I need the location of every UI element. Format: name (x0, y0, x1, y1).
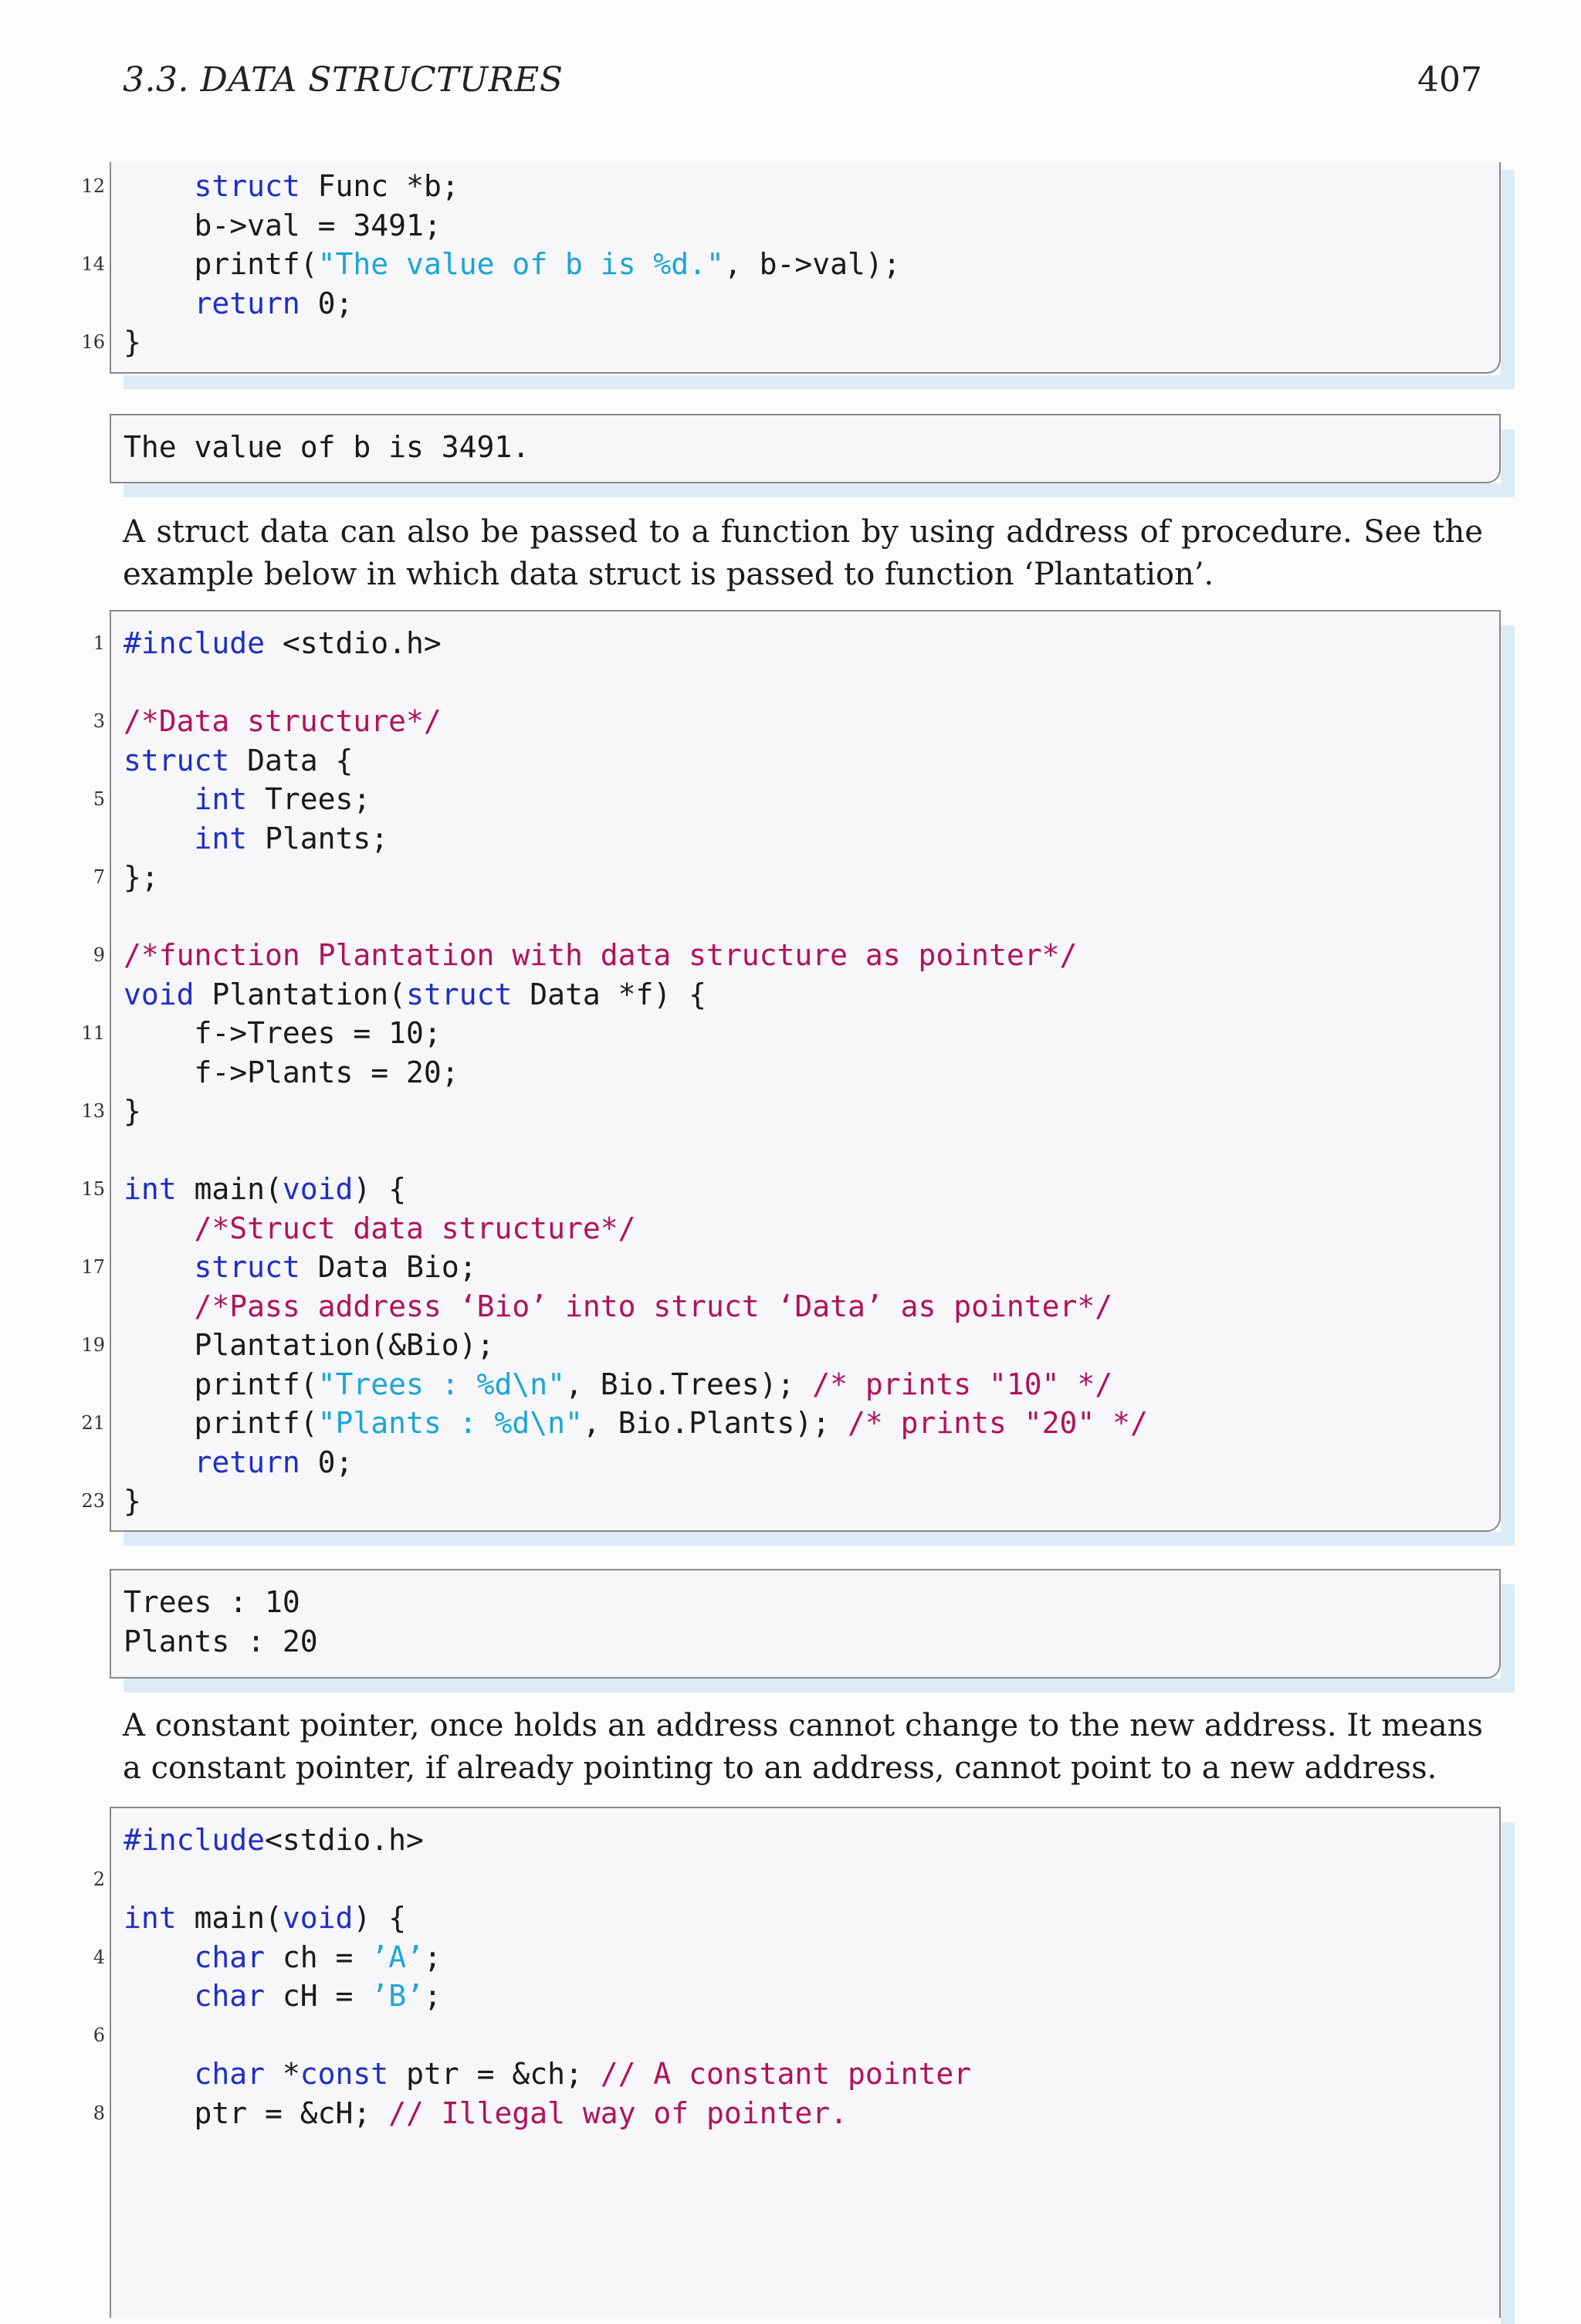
code-text: * (265, 2057, 300, 2091)
line-number: 1 (93, 632, 105, 654)
frame-shadow (1501, 1584, 1515, 1691)
code-line (124, 858, 1148, 897)
code-comment: /*Struct data structure*/ (194, 1211, 636, 1245)
code-listing-2 (124, 624, 1148, 1521)
code-text (124, 169, 195, 203)
code-text: ch = (265, 1939, 371, 1974)
code-string: "Trees : %d\n" (317, 1367, 565, 1401)
line-number: 19 (81, 1334, 105, 1356)
code-line (124, 245, 901, 284)
code-keyword: return (194, 1445, 300, 1479)
frame-shadow (124, 1532, 1515, 1546)
code-line (124, 897, 1148, 937)
code-text: Plantation(&Bio); (124, 1328, 495, 1362)
line-number (74, 663, 105, 703)
code-text: , Bio.Plants); (582, 1406, 848, 1440)
code-text: f->Plants = 20; (124, 1055, 459, 1089)
code-line (124, 1014, 1148, 1053)
code-text: , b->val); (723, 247, 901, 281)
code-text: Data { (229, 743, 354, 777)
code-line (124, 284, 901, 324)
code-keyword: const (300, 2057, 389, 2091)
line-number (74, 1209, 105, 1248)
line-number (74, 1821, 105, 1860)
code-text (124, 782, 195, 816)
code-line (124, 1860, 971, 1899)
line-number (74, 206, 105, 246)
code-line (124, 975, 1148, 1015)
code-keyword: #include (124, 1823, 266, 1857)
code-line (124, 2016, 971, 2055)
output-line: The value of b is 3491. (124, 430, 530, 464)
code-text (124, 822, 195, 855)
line-number (74, 1131, 105, 1170)
code-line (124, 2055, 971, 2094)
code-keyword: int (124, 1172, 177, 1206)
code-text: Trees; (247, 782, 371, 816)
code-keyword: void (124, 977, 195, 1011)
code-text: } (124, 1094, 141, 1128)
section-title: 3.3. DATA STRUCTURES (123, 60, 564, 100)
line-number: 12 (81, 175, 105, 197)
code-keyword: char (194, 1979, 266, 2013)
code-line (124, 323, 901, 362)
code-line (124, 1209, 1148, 1248)
page-number: 407 (1417, 60, 1482, 100)
code-keyword: struct (194, 1250, 300, 1284)
line-number (74, 1053, 105, 1093)
code-comment: /*Data structure*/ (124, 704, 442, 738)
code-text: main( (176, 1901, 283, 1935)
code-text: Data *f) { (512, 977, 707, 1011)
code-keyword: struct (194, 169, 300, 203)
code-line (124, 167, 901, 206)
code-line (124, 1899, 971, 1938)
line-number (74, 1365, 105, 1404)
code-text (124, 2057, 195, 2091)
code-line (124, 1170, 1148, 1209)
code-line (124, 1482, 1148, 1521)
line-number (74, 1287, 105, 1326)
frame-shadow (1501, 170, 1515, 388)
code-line (124, 702, 1148, 741)
code-line (124, 1443, 1148, 1482)
code-line (124, 741, 1148, 781)
output-box-2 (110, 1569, 1501, 1679)
code-comment: /* prints "10" */ (812, 1367, 1113, 1401)
code-text: Plantation( (194, 977, 407, 1011)
code-keyword: return (194, 286, 300, 320)
code-text (124, 1979, 195, 2013)
code-text: } (124, 1484, 141, 1518)
code-text: Func *b; (300, 169, 459, 203)
code-comment: /*Pass address ‘Bio’ into struct ‘Data’ as pointer*/ (194, 1289, 1113, 1323)
line-number: 14 (81, 253, 105, 275)
code-text (124, 1940, 195, 1974)
code-text: printf( (124, 247, 318, 281)
code-line (124, 2094, 971, 2133)
line-number: 15 (81, 1178, 105, 1200)
line-number (74, 897, 105, 937)
line-number: 16 (81, 331, 105, 353)
line-number (74, 1977, 105, 2016)
code-keyword: int (124, 1901, 177, 1935)
code-line (124, 624, 1148, 663)
code-text: Plants; (247, 821, 389, 855)
line-number: 2 (93, 1868, 105, 1890)
code-text (124, 1250, 195, 1284)
code-text: ; (423, 1939, 442, 1974)
code-text: , Bio.Trees); (564, 1367, 813, 1401)
code-text: } (124, 325, 141, 359)
code-text (124, 1445, 195, 1479)
code-text: <stdio.h> (265, 626, 442, 660)
frame-shadow (1501, 625, 1515, 1544)
code-text: printf( (124, 1367, 318, 1401)
code-listing-3 (124, 1821, 971, 2133)
code-comment: /*function Plantation with data structure as pointer*/ (124, 938, 1078, 972)
code-text (124, 1289, 195, 1323)
line-number: 23 (81, 1490, 105, 1512)
line-number (74, 819, 105, 859)
line-number (74, 741, 105, 781)
code-line (124, 1131, 1148, 1170)
code-line (124, 1821, 971, 1860)
code-text: }; (124, 860, 159, 894)
code-line (124, 1053, 1148, 1093)
code-keyword: int (194, 821, 248, 855)
running-header (123, 60, 1482, 107)
frame-shadow (124, 483, 1515, 497)
frame-shadow (124, 1679, 1515, 1692)
code-line (124, 663, 1148, 703)
code-comment: // Illegal way of pointer. (388, 2095, 848, 2130)
body-paragraph-1: A struct data can also be passed to a function by using address of procedure. See the example below in which data struct is passed to function ‘Plantation’. (123, 514, 1483, 592)
line-number: 9 (93, 944, 105, 966)
code-text: ptr = &cH; (124, 2095, 389, 2130)
code-keyword: #include (124, 626, 266, 660)
code-text: printf( (124, 1406, 318, 1440)
line-number: 8 (93, 2102, 105, 2124)
code-keyword: char (194, 1939, 266, 1974)
code-text (124, 286, 195, 320)
code-text: Data Bio; (300, 1250, 477, 1284)
output-line: Trees : 10 (124, 1585, 300, 1619)
code-keyword: void (282, 1901, 354, 1935)
code-text: <stdio.h> (265, 1823, 424, 1857)
program-output-2 (124, 1583, 318, 1661)
code-keyword: char (194, 2057, 266, 2091)
line-number (74, 975, 105, 1015)
code-keyword: int (194, 782, 248, 816)
code-text: b->val = 3491; (124, 208, 442, 242)
code-text: ptr = &ch; (388, 2057, 601, 2091)
line-number: 11 (81, 1022, 105, 1044)
code-keyword: void (282, 1172, 354, 1206)
code-text: f->Trees = 10; (124, 1016, 442, 1050)
code-line (124, 1365, 1148, 1404)
line-number (74, 2055, 105, 2094)
line-number: 3 (93, 710, 105, 732)
line-number: 13 (81, 1100, 105, 1122)
line-number: 6 (93, 2024, 105, 2046)
frame-shadow (124, 375, 1515, 389)
frame-shadow (1501, 1822, 1515, 2324)
line-numbers (74, 1821, 105, 2133)
code-text: cH = (265, 1979, 371, 2013)
code-comment: // A constant pointer (600, 2057, 972, 2091)
code-text: 0; (300, 286, 354, 320)
code-line (124, 1404, 1148, 1443)
code-listing-1 (124, 167, 901, 362)
code-text: main( (176, 1172, 283, 1206)
line-number (74, 1443, 105, 1482)
code-string: ’B’ (371, 1979, 424, 2013)
code-line (124, 1938, 971, 1977)
code-comment: /* prints "20" */ (848, 1406, 1148, 1440)
line-number: 4 (93, 1946, 105, 1968)
code-line (124, 819, 1148, 859)
line-number: 5 (93, 788, 105, 810)
line-numbers (74, 167, 105, 362)
program-output-1 (124, 428, 530, 467)
code-line (124, 1287, 1148, 1326)
code-string: ’A’ (371, 1939, 424, 1974)
code-keyword: struct (124, 743, 230, 777)
line-number: 17 (81, 1256, 105, 1278)
line-number: 21 (81, 1412, 105, 1434)
code-line (124, 1326, 1148, 1365)
code-line (124, 206, 901, 246)
code-line (124, 1977, 971, 2016)
output-line: Plants : 20 (124, 1624, 318, 1658)
line-numbers (74, 624, 105, 1521)
code-text: ) { (353, 1172, 407, 1206)
code-line (124, 1092, 1148, 1131)
code-text: ) { (353, 1901, 407, 1935)
code-string: "The value of b is %d." (317, 247, 724, 281)
code-line (124, 780, 1148, 819)
line-number: 7 (93, 866, 105, 888)
code-text: 0; (300, 1445, 354, 1479)
code-line (124, 936, 1148, 975)
line-number (74, 1899, 105, 1938)
line-number (74, 284, 105, 324)
code-string: "Plants : %d\n" (317, 1406, 583, 1440)
code-keyword: struct (406, 977, 513, 1011)
body-paragraph-2: A constant pointer, once holds an address cannot change to the new address. It means a constant pointer, if already pointing to an address, cannot point to a new address. (123, 1708, 1483, 1786)
code-text: ; (423, 1979, 442, 2013)
code-text (124, 1211, 195, 1245)
code-line (124, 1248, 1148, 1287)
